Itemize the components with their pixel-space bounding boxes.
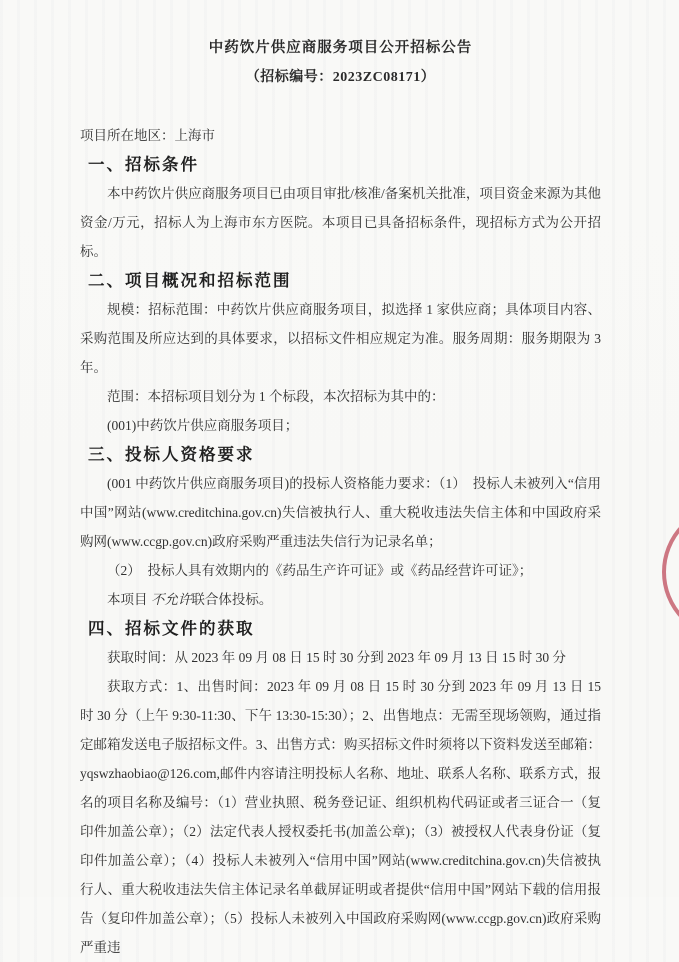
- section-3-paragraph-requirement-2: （2） 投标人具有效期内的《药品生产许可证》或《药品经营许可证》；: [107, 563, 533, 578]
- project-region-line: [80, 121, 601, 150]
- project-region-label: 项目所在地区：: [80, 128, 175, 143]
- consortium-note-suffix: 联合体投标。: [191, 592, 273, 607]
- section-bidding-conditions: [80, 150, 601, 266]
- section-2-paragraph-lot: (001)中药饮片供应商服务项目；: [107, 418, 299, 433]
- section-3-heading: 三、投标人资格要求: [88, 445, 255, 464]
- section-obtaining-tender-documents: [80, 614, 601, 962]
- document-title: 中药饮片供应商服务项目公开招标公告: [208, 40, 473, 56]
- section-2-heading: 二、项目概况和招标范围: [88, 271, 292, 290]
- section-2-paragraph-scale: 规模：招标范围：中药饮片供应商服务项目，拟选择 1 家供应商；具体项目内容、采购范围及所应达到的具体要求，以招标文件相应规定为准。服务周期：服务期限为 3 年。: [80, 302, 601, 375]
- section-4-paragraph-obtain-time: 获取时间：从 2023 年 09 月 08 日 15 时 30 分到 2023 年 09 月 13 日 15 时 30 分: [107, 650, 566, 665]
- tender-number-line: （招标编号：2023ZC08171）: [245, 70, 436, 85]
- consortium-note: [80, 585, 601, 614]
- project-region-value: 上海市: [174, 128, 215, 143]
- section-bidder-qualification: [80, 440, 601, 614]
- consortium-note-emphasis: 不允许: [150, 592, 192, 607]
- section-1-heading: 一、招标条件: [88, 155, 199, 174]
- section-4-heading: 四、招标文件的获取: [88, 619, 255, 638]
- blank-line: [80, 92, 601, 121]
- section-3-paragraph-requirement-1: (001 中药饮片供应商服务项目)的投标人资格能力要求：（1） 投标人未被列入“信用中国”网站(www.creditchina.gov.cn)失信被执行人、重大税收违法失信主体和中国政府采购网(www.ccgp.gov.cn)政府采购严重违法失信行为记录名单；: [80, 476, 601, 549]
- section-1-paragraph: 本中药饮片供应商服务项目已由项目审批/核准/备案机关批准，项目资金来源为其他资金/万元，招标人为上海市东方医院。本项目已具备招标条件，现招标方式为公开招标。: [80, 186, 601, 259]
- section-project-overview-and-scope: [80, 266, 601, 440]
- section-4-paragraph-obtain-method: 获取方式：1、出售时间：2023 年 09 月 08 日 15 时 30 分到 2023 年 09 月 13 日 15 时 30 分（上午 9:30-11:30、下午 13:30-15:30）；2、出售地点：无需至现场领购，通过指定邮箱发送电子版招标文件。3、出售方式：购买招标文件时须将以下资料发送至邮箱：yqswzhaobiao@126.com,邮件内容请注明投标人名称、地址、联系人名称、联系方式，报名的项目名称及编号：（1）营业执照、税务登记证、组织机构代码证或者三证合一（复印件加盖公章）；（2）法定代表人授权委托书(加盖公章)；（3）被授权人代表身份证（复印件加盖公章）；（4）投标人未被列入“信用中国”网站(www.creditchina.gov.cn)失信被执行人、重大税收违法失信主体记录名单截屏证明或者提供“信用中国”网站下载的信用报告（复印件加盖公章）；（5）投标人未被列入中国政府采购网(www.ccgp.gov.cn)政府采购严重违: [80, 679, 601, 955]
- section-2-paragraph-scope: 范围：本招标项目划分为 1 个标段，本次招标为其中的：: [107, 389, 445, 404]
- consortium-note-prefix: 本项目: [107, 592, 148, 607]
